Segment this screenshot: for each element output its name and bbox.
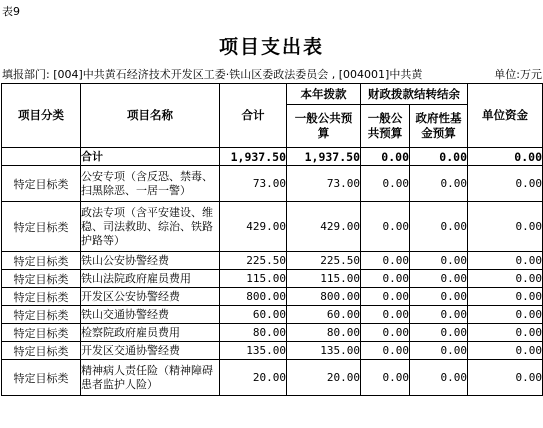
total-category-cell — [2, 148, 81, 166]
row-category: 特定目标类 — [2, 252, 81, 270]
row-general-budget: 429.00 — [287, 202, 361, 252]
row-name: 铁山公安协警经费 — [81, 252, 220, 270]
header-unit-funds: 单位资金 — [468, 84, 543, 148]
table-number: 表9 — [2, 5, 20, 18]
total-carry-general: 0.00 — [361, 148, 410, 166]
total-label: 合计 — [81, 148, 220, 166]
row-name: 精神病人责任险（精神障碍患者监护人险） — [81, 360, 220, 396]
row-total: 135.00 — [220, 342, 287, 360]
row-total: 80.00 — [220, 324, 287, 342]
table-row — [2, 306, 543, 324]
row-unit-funds: 0.00 — [468, 288, 543, 306]
total-unit-funds: 0.00 — [468, 148, 543, 166]
row-name: 铁山交通协警经费 — [81, 306, 220, 324]
page-title: 项目支出表 — [218, 36, 324, 58]
table-row — [2, 360, 543, 396]
table-row — [2, 324, 543, 342]
row-unit-funds: 0.00 — [468, 270, 543, 288]
total-total: 1,937.50 — [220, 148, 287, 166]
row-carry-general: 0.00 — [361, 324, 410, 342]
row-unit-funds: 0.00 — [468, 342, 543, 360]
row-name: 公安专项（含反恐、禁毒、扫黑除恶、一居一警） — [81, 166, 220, 202]
row-carry-general: 0.00 — [361, 252, 410, 270]
row-carry-general: 0.00 — [361, 202, 410, 252]
unit-label: 单位:万元 — [494, 68, 542, 81]
row-category: 特定目标类 — [2, 166, 81, 202]
project-expenditure-table — [1, 83, 543, 396]
row-name: 铁山法院政府雇员费用 — [81, 270, 220, 288]
row-total: 60.00 — [220, 306, 287, 324]
row-unit-funds: 0.00 — [468, 324, 543, 342]
row-carry-fund: 0.00 — [410, 166, 468, 202]
header-carry-general-budget: 一般公共预算 — [361, 105, 410, 148]
header-gov-fund-budget: 政府性基金预算 — [410, 105, 468, 148]
row-general-budget: 80.00 — [287, 324, 361, 342]
header-carryover: 财政拨款结转结余 — [361, 84, 468, 105]
row-unit-funds: 0.00 — [468, 306, 543, 324]
total-general-budget: 1,937.50 — [287, 148, 361, 166]
row-total: 800.00 — [220, 288, 287, 306]
row-general-budget: 800.00 — [287, 288, 361, 306]
row-unit-funds: 0.00 — [468, 252, 543, 270]
row-carry-general: 0.00 — [361, 166, 410, 202]
table-row — [2, 202, 543, 252]
row-name: 检察院政府雇员费用 — [81, 324, 220, 342]
row-total: 429.00 — [220, 202, 287, 252]
row-category: 特定目标类 — [2, 324, 81, 342]
row-total: 73.00 — [220, 166, 287, 202]
row-carry-general: 0.00 — [361, 360, 410, 396]
row-total: 115.00 — [220, 270, 287, 288]
header-category: 项目分类 — [2, 84, 81, 148]
row-unit-funds: 0.00 — [468, 202, 543, 252]
row-category: 特定目标类 — [2, 342, 81, 360]
table-row — [2, 166, 543, 202]
row-carry-general: 0.00 — [361, 270, 410, 288]
row-general-budget: 20.00 — [287, 360, 361, 396]
row-category: 特定目标类 — [2, 202, 81, 252]
row-category: 特定目标类 — [2, 360, 81, 396]
table-row — [2, 342, 543, 360]
header-total: 合计 — [220, 84, 287, 148]
row-unit-funds: 0.00 — [468, 166, 543, 202]
total-carry-fund: 0.00 — [410, 148, 468, 166]
header-current-year: 本年拨款 — [287, 84, 361, 105]
row-category: 特定目标类 — [2, 288, 81, 306]
row-carry-fund: 0.00 — [410, 270, 468, 288]
header-name: 项目名称 — [81, 84, 220, 148]
row-general-budget: 225.50 — [287, 252, 361, 270]
row-total: 20.00 — [220, 360, 287, 396]
row-carry-fund: 0.00 — [410, 288, 468, 306]
row-carry-general: 0.00 — [361, 288, 410, 306]
row-carry-fund: 0.00 — [410, 306, 468, 324]
row-total: 225.50 — [220, 252, 287, 270]
header-general-budget: 一般公共预算 — [287, 105, 361, 148]
reporting-department: 填报部门: [004]中共黄石经济技术开发区工委·铁山区委政法委员会 , [004001]中共黄 — [2, 68, 423, 81]
row-name: 政法专项（含平安建设、维稳、司法救助、综治、铁路护路等） — [81, 202, 220, 252]
total-row — [2, 148, 543, 166]
row-carry-fund: 0.00 — [410, 202, 468, 252]
row-unit-funds: 0.00 — [468, 360, 543, 396]
row-general-budget: 60.00 — [287, 306, 361, 324]
row-name: 开发区公安协警经费 — [81, 288, 220, 306]
table-row — [2, 252, 543, 270]
row-general-budget: 135.00 — [287, 342, 361, 360]
row-category: 特定目标类 — [2, 270, 81, 288]
row-name: 开发区交通协警经费 — [81, 342, 220, 360]
table-row — [2, 288, 543, 306]
row-carry-fund: 0.00 — [410, 342, 468, 360]
row-category: 特定目标类 — [2, 306, 81, 324]
unit-line — [2, 66, 542, 82]
row-carry-general: 0.00 — [361, 306, 410, 324]
row-carry-fund: 0.00 — [410, 252, 468, 270]
row-general-budget: 73.00 — [287, 166, 361, 202]
table-row — [2, 270, 543, 288]
row-carry-fund: 0.00 — [410, 360, 468, 396]
row-carry-general: 0.00 — [361, 342, 410, 360]
row-carry-fund: 0.00 — [410, 324, 468, 342]
row-general-budget: 115.00 — [287, 270, 361, 288]
